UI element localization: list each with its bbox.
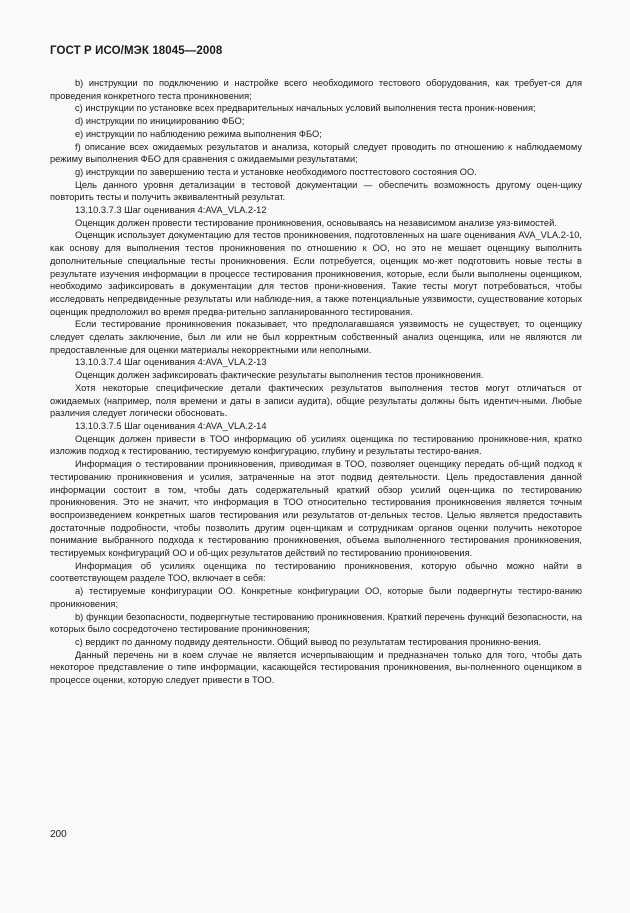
list-item: b) функции безопасности, подвергнутые тестированию проникновения. Краткий перечень функций безопасности, на которых было сосредоточено тестирование проникновения; [50, 611, 582, 635]
paragraph: b) инструкции по подключению и настройке всего необходимого тестового оборудования, как требует-ся для проведения конкретного теста проникновения; [50, 78, 582, 101]
paragraph: Информация о тестировании проникновения, приводимая в ТОО, позволяет оценщику передать об-щий подход к тестированию проникновения и усилия, затраченные на этот подвид деятельности. Цель предоставления данной информации состоит в том, чтобы дать содержательный краткий обзор усилий оцен-щика по тестированию проникновения. Это не значит, что информация в ТОО относительно тестирования проникновения является точным воспроизведением конкретных шагов тестирования или результатов от-дельных тестов. Целью является предоставить достаточные подробности, чтобы позволить другим оцен-щикам и сотрудникам органов оценки получить некоторое понимание выбранного подхода к тестированию проникновения, объема выполненного тестирования проникновения, тестируемых конфигураций ОО и об-щих результатов действий по тестированию проникновения. [50, 459, 582, 559]
list-item: c) вердикт по данному подвиду деятельности. Общий вывод по результатам тестирования проникно-вения. [75, 636, 542, 647]
paragraph: g) инструкции по завершению теста и установке необходимого посттестового состояния ОО. [75, 166, 477, 177]
paragraph: d) инструкции по инициированию ФБО; [75, 116, 245, 127]
page-number: 200 [50, 829, 67, 840]
section-heading: 13.10.3.7.3 Шаг оценивания 4:AVA_VLA.2-12 [75, 205, 267, 216]
paragraph: f) описание всех ожидаемых результатов и анализа, который следует проводить по отношению к наблюдаемому режиму выполнения ФБО для сравнения с ожидаемыми результатами; [50, 141, 582, 165]
paragraph: Если тестирование проникновения показывает, что предполагавшаяся уязвимость не существует, то оценщику следует сделать заключение, был ли или не был корректным собственный анализ оценщика, или не являются ли предоставленные для оценки материалы некорректными или неполными. [50, 319, 582, 355]
paragraph: c) инструкции по установке всех предварительных начальных условий выполнения теста проник-новения; [75, 103, 536, 114]
paragraph: Цель данного уровня детализации в тестовой документации — обеспечить возможность другому оцен-щику повторить тесты и получить эквивалентный результат. [50, 179, 582, 203]
paragraph: Информация об усилиях оценщика по тестированию проникновения, которую обычно можно найти в соответствующем разделе ТОО, включает в себя: [50, 560, 582, 584]
section-heading: 13.10.3.7.4 Шаг оценивания 4:AVA_VLA.2-13 [75, 357, 267, 368]
document-body [50, 77, 582, 687]
paragraph: Оценщик должен провести тестирование проникновения, основываясь на независимом анализе уяз-вимостей. [75, 217, 557, 228]
paragraph: e) инструкции по наблюдению режима выполнения ФБО; [75, 128, 322, 139]
document-header: ГОСТ Р ИСО/МЭК 18045—2008 [50, 45, 223, 57]
list-item: a) тестируемые конфигурации ОО. Конкретные конфигурации ОО, которые были подвергнуты тестиро-ванию проникновения; [50, 586, 582, 609]
paragraph: Оценщик должен привести в ТОО информацию об усилиях оценщика по тестированию проникнове-ния, кратко изложив подход к тестированию, тестируемую конфигурацию, глубину и результаты тестиро-вания. [50, 433, 582, 457]
paragraph: Данный перечень ни в коем случае не является исчерпывающим и предназначен только для того, чтобы дать некоторое представление о типе информации, касающейся тестирования проникновения, вы-полненного оценщиком в процессе оценки, которую следует привести в ТОО. [50, 649, 582, 686]
section-heading: 13.10.3.7.5 Шаг оценивания 4:AVA_VLA.2-14 [75, 420, 267, 431]
paragraph: Оценщик использует документацию для тестов проникновения, подготовленных на шаге оценивания AVA_VLA.2-10, как основу для выполнения тестов проникновения по отношению к ОО, но это не мешает оценщику выполнить дополнительные специальные тесты проникновения. Если потребуется, оценщик мо-жет подготовить новые тесты в результате изучения информации в процессе тестирования проникновения, которые, если были выполнены оценщиком, необходимо зафиксировать в документации для тестов прони-кновения. Такие тесты могут потребоваться, чтобы исследовать непредвиденные результаты или наблюде-ния, а также потенциальные уязвимости, существование которых оценщик предположил во время предва-рительно запланированного тестирования. [50, 230, 582, 317]
paragraph: Оценщик должен зафиксировать фактические результаты выполнения тестов проникновения. [75, 370, 484, 381]
paragraph: Хотя некоторые специфические детали фактических результатов выполнения тестов могут отличаться от ожидаемых (например, поля времени и даты в записи аудита), общие результаты должны быть идентич-ными. Любые различия следует логически обосновать. [50, 382, 582, 419]
